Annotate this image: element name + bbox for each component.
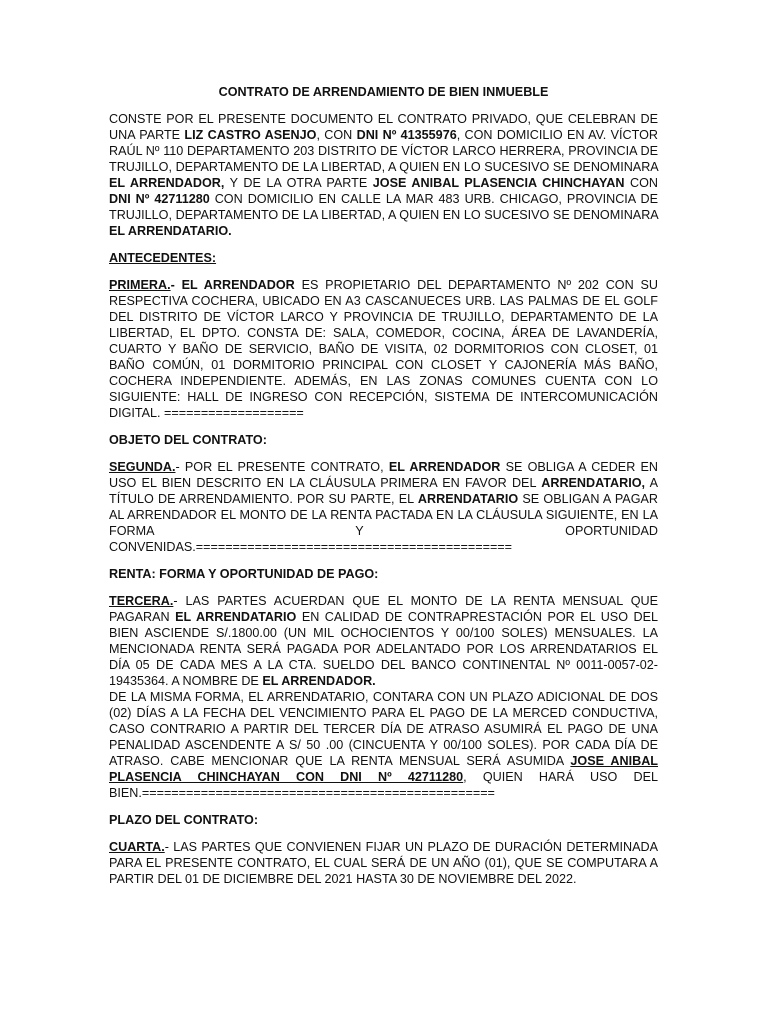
section-heading-objeto: OBJETO DEL CONTRATO: [109,433,267,447]
landlord-role: EL ARRENDADOR [388,460,501,474]
tenant-dni: DNI Nº 42711280 [109,192,210,206]
tenant-role: EL ARRENDATARIO. [109,224,232,238]
tenant-role: EL ARRENDATARIO [175,610,297,624]
intro-text: Y DE LA OTRA PARTE [224,176,373,190]
clause-text: SE OBLIGAN A PAGAR AL ARRENDADOR EL MONTO DE LA RENTA PACTADA EN LA CLÁUSULA SIGUIENTE, EN LA FORMA Y OPORTUNIDAD CONVENIDAS.=========================================== [109,492,658,554]
clause-text: A TÍTULO DE ARRENDAMIENTO. POR SU PARTE, EL [109,476,658,506]
section-heading-renta: RENTA: FORMA Y OPORTUNIDAD DE PAGO: [109,567,379,581]
section-heading-antecedentes: ANTECEDENTES: [109,251,217,265]
clause-label: CUARTA. [109,840,165,854]
landlord-dni: DNI Nº 41355976 [356,128,457,142]
tenant-role: ARRENDATARIO [417,492,519,506]
clause-label: TERCERA. [109,594,174,608]
tenant-name: JOSE ANIBAL PLASENCIA CHINCHAYAN [372,176,625,190]
clause-text: - LAS PARTES ACUERDAN QUE EL MONTO DE LA RENTA MENSUAL QUE PAGARAN [109,594,658,624]
clause-label: SEGUNDA. [109,460,176,474]
landlord-role: EL ARRENDADOR [181,278,295,292]
clause-text: SE OBLIGA A CEDER EN USO EL BIEN DESCRITO EN LA CLÁUSULA PRIMERA EN FAVOR DEL [109,460,658,490]
clause-separator: - [170,278,182,292]
intro-text: , CON [316,128,357,142]
clause-text: EN CALIDAD DE CONTRAPRESTACIÓN POR EL USO DEL BIEN ASCIENDE S/.1800.00 (UN MIL OCHOCIENTOS Y 00/100 SOLES) MENSUALES. LA MENCIONADA RENTA SERÁ PAGADA POR ADELANTADO POR LOS ARRENDATARIOS EL DÍA 05 DE CADA MES A LA CTA. SUELDO DEL BANCO CONTINENTAL Nº 0011-0057-02-19435364. A NOMBRE DE [109,610,658,688]
intro-text: , CON DOMICILIO EN AV. VÍCTOR RAÚL Nº 110 DEPARTAMENTO 203 DISTRITO DE VÍCTOR LARCO HERRERA, PROVINCIA DE TRUJILLO, DEPARTAMENTO DE LA LIBERTAD, A QUIEN EN LO SUCESIVO SE DENOMINARA [109,128,658,174]
section-heading-plazo: PLAZO DEL CONTRATO: [109,813,259,827]
clause-text: - POR EL PRESENTE CONTRATO, [175,460,389,474]
clause-text: , QUIEN HARÁ USO DEL BIEN.================================================ [109,770,658,800]
clause-text: - LAS PARTES QUE CONVIENEN FIJAR UN PLAZO DE DURACIÓN DETERMINADA PARA EL PRESENTE CONTRATO, EL CUAL SERÁ DE UN AÑO (01), QUE SE COMPUTARA A PARTIR DEL 01 DE DICIEMBRE DEL 2021 HASTA 30 DE NOVIEMBRE DEL 2022. [109,840,658,886]
clause-cuarta [109,839,658,887]
clause-segunda [109,459,658,555]
tenant-role: ARRENDATARIO, [541,476,646,490]
clause-tercera [109,593,658,689]
landlord-name: LIZ CASTRO ASENJO [184,128,317,142]
clause-text: ES PROPIETARIO DEL DEPARTAMENTO Nº 202 CON SU RESPECTIVA COCHERA, UBICADO EN A3 CASCANUECES URB. LAS PALMAS DE EL GOLF DEL DISTRITO DE VÍCTOR LARCO Y PROVINCIA DE TRUJILLO, DEPARTAMENTO DE LA LIBERTAD, EL DPTO. CONSTA DE: SALA, COMEDOR, COCINA, ÁREA DE LAVANDERÍA, CUARTO Y BAÑO DE SERVICIO, BAÑO DE VISITA, 02 DORMITORIOS CON CLOSET, 01 BAÑO COMÚN, 01 DORMITORIO PRINCIPAL CON CLOSET Y CAJONERÍA MÁS BAÑO, COCHERA INDEPENDIENTE. ADEMÁS, EN LAS ZONAS COMUNES CUENTA CON LO SIGUIENTE: HALL DE INGRESO CON RECEPCIÓN, SISTEMA DE INTERCOMUNICACIÓN DIGITAL. =================== [109,278,659,420]
clause-tercera-continued [109,689,658,801]
landlord-role: EL ARRENDADOR, [109,176,225,190]
document-title: CONTRATO DE ARRENDAMIENTO DE BIEN INMUEBLE [218,85,549,99]
tenant-name-dni: JOSE ANIBAL PLASENCIA CHINCHAYAN CON DNI Nº 42711280 [109,754,659,784]
landlord-role: EL ARRENDADOR. [262,674,376,688]
intro-paragraph [109,111,658,239]
clause-text: DE LA MISMA FORMA, EL ARRENDATARIO, CONTARA CON UN PLAZO ADICIONAL DE DOS (02) DÍAS A LA FECHA DEL VENCIMIENTO PARA EL PAGO DE LA MERCED CONDUCTIVA, CASO CONTRARIO A PARTIR DEL TERCER DÍA DE ATRASO ASUMIRÁ EL PAGO DE UNA PENALIDAD ASCENDENTE A S/ 50 .00 (CINCUENTA Y 00/100 SOLES). POR CADA DÍA DE ATRASO. CABE MENCIONAR QUE LA RENTA MENSUAL SERÁ ASUMIDA [109,690,658,768]
clause-primera [109,277,658,421]
intro-text: CONSTE POR EL PRESENTE DOCUMENTO EL CONTRATO PRIVADO, QUE CELEBRAN DE UNA PARTE [109,112,658,142]
intro-text: CON DOMICILIO EN CALLE LA MAR 483 URB. CHICAGO, PROVINCIA DE TRUJILLO, DEPARTAMENTO DE LA LIBERTAD, A QUIEN EN LO SUCESIVO SE DENOMINARA [109,192,658,222]
intro-text: CON [624,176,658,190]
document-body [109,84,658,887]
clause-label: PRIMERA. [109,278,171,292]
